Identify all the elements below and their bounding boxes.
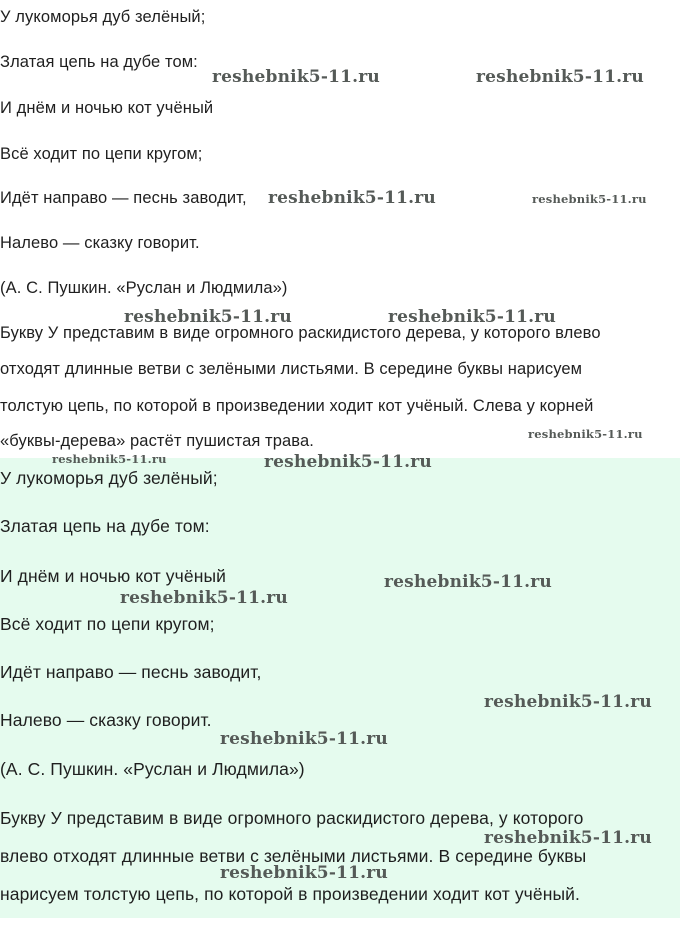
- watermark: reshebnik5-11.ru: [120, 588, 288, 608]
- poem-line: Налево — сказку говорит.: [0, 234, 200, 252]
- paragraph-line: «буквы-дерева» растёт пушистая трава.: [0, 432, 314, 450]
- poem-line: Всё ходит по цепи кругом;: [0, 145, 203, 163]
- watermark: reshebnik5-11.ru: [476, 67, 644, 87]
- poem-line: Налево — сказку говорит.: [0, 710, 212, 730]
- poem-line: И днём и ночью кот учёный: [0, 99, 214, 117]
- poem-line: И днём и ночью кот учёный: [0, 566, 227, 586]
- watermark: reshebnik5-11.ru: [212, 67, 380, 87]
- paragraph-line: нарисуем толстую цепь, по которой в произведении ходит кот учёный.: [0, 884, 581, 904]
- poem-line: Идёт направо — песнь заводит,: [0, 662, 262, 682]
- poem-line: У лукоморья дуб зелёный;: [0, 468, 218, 488]
- paragraph-line: толстую цепь, по которой в произведении ходит кот учёный. Слева у корней: [0, 397, 594, 415]
- paragraph-line: отходят длинные ветви с зелёными листьями. В середине буквы нарисуем: [0, 360, 583, 378]
- poem-citation: (А. С. Пушкин. «Руслан и Людмила»): [0, 279, 288, 297]
- poem-line: Златая цепь на дубе том:: [0, 516, 210, 536]
- watermark: reshebnik5-11.ru: [388, 307, 556, 327]
- paragraph-line: Букву У представим в виде огромного раскидистого дерева, у которого влево: [0, 324, 601, 342]
- watermark: reshebnik5-11.ru: [384, 572, 552, 592]
- watermark: reshebnik5-11.ru: [264, 452, 432, 472]
- watermark: reshebnik5-11.ru: [268, 188, 436, 208]
- watermark: reshebnik5-11.ru: [484, 692, 652, 712]
- watermark: reshebnik5-11.ru: [124, 307, 292, 327]
- poem-line: Идёт направо — песнь заводит,: [0, 189, 247, 207]
- poem-line: У лукоморья дуб зелёный;: [0, 8, 206, 26]
- watermark: reshebnik5-11.ru: [220, 729, 388, 749]
- paragraph-line: Букву У представим в виде огромного раскидистого дерева, у которого: [0, 808, 584, 828]
- poem-line: Златая цепь на дубе том:: [0, 53, 198, 71]
- watermark: reshebnik5-11.ru: [528, 427, 643, 441]
- watermark: reshebnik5-11.ru: [52, 452, 167, 466]
- poem-line: Всё ходит по цепи кругом;: [0, 614, 215, 634]
- paragraph-line: влево отходят длинные ветви с зелёными листьями. В середине буквы: [0, 846, 587, 866]
- watermark: reshebnik5-11.ru: [220, 863, 388, 883]
- poem-citation: (А. С. Пушкин. «Руслан и Людмила»): [0, 759, 305, 779]
- watermark: reshebnik5-11.ru: [532, 192, 647, 206]
- watermark: reshebnik5-11.ru: [484, 828, 652, 848]
